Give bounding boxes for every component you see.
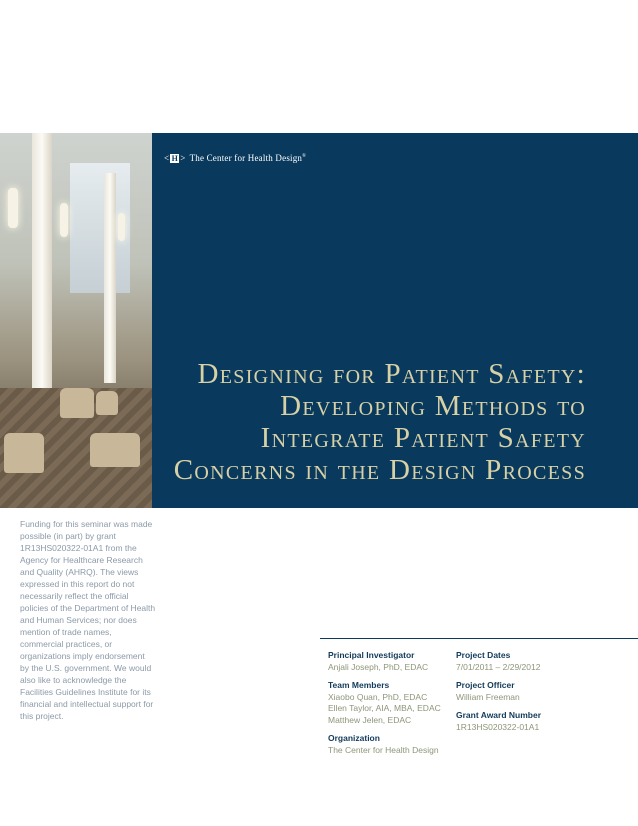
brand-name	[190, 153, 307, 163]
credits-left-column	[328, 650, 456, 763]
project-dates-label: Project Dates	[456, 650, 511, 660]
team-members-label: Team Members	[328, 680, 390, 690]
brand-name-text: The Center for Health Design	[189, 153, 303, 163]
organization-label: Organization	[328, 733, 380, 743]
team-members	[328, 680, 456, 726]
title-line: Integrate Patient Safety	[260, 422, 586, 454]
organization-value: The Center for Health Design	[328, 744, 439, 755]
project-dates-value: 7/01/2011 – 2/29/2012	[456, 661, 541, 672]
credits-divider	[320, 638, 638, 639]
team-member: Matthew Jelen, EDAC	[328, 714, 412, 725]
brand-mark-right: >	[180, 153, 186, 163]
team-member: Ellen Taylor, AIA, MBA, EDAC	[328, 703, 441, 713]
project-dates	[456, 650, 606, 673]
principal-investigator	[328, 650, 456, 673]
grant-award	[456, 710, 606, 733]
brand-mark-left: <	[164, 153, 170, 163]
cover-photo	[0, 133, 152, 508]
brand-mark-icon	[164, 153, 186, 163]
project-officer-value: William Freeman	[456, 691, 520, 702]
project-officer	[456, 680, 606, 703]
credits-right-column	[456, 650, 606, 740]
principal-investigator-value: Anjali Joseph, PhD, EDAC	[328, 661, 429, 672]
funding-note: Funding for this seminar was made possible (in part) by grant 1R13HS020322-01A1 from the Agency for Healthcare Research and Quality (AHRQ). The views expressed in this report do not necessarily reflect the official policies of the Department of Health and Human Services; nor does mention of trade names, commercial practices, or organizations imply endorsement by the U.S. government. We would also like to acknowledge the Facilities Guidelines Institute for its financial and intellectual support for this project.	[20, 519, 156, 721]
title-line: Developing Methods to	[280, 390, 586, 422]
project-officer-label: Project Officer	[456, 680, 515, 690]
report-title	[160, 358, 586, 486]
brand-logo	[164, 152, 306, 164]
title-line: Concerns in the Design Process	[173, 454, 586, 486]
title-line: Designing for Patient Safety:	[197, 358, 586, 390]
principal-investigator-label: Principal Investigator	[328, 650, 415, 660]
grant-award-value: 1R13HS020322-01A1	[456, 721, 540, 732]
team-member: Xiaobo Quan, PhD, EDAC	[328, 691, 428, 702]
brand-tm: ®	[302, 154, 307, 159]
organization	[328, 733, 456, 756]
grant-award-label: Grant Award Number	[456, 710, 542, 720]
brand-mark-h: H	[171, 153, 178, 163]
